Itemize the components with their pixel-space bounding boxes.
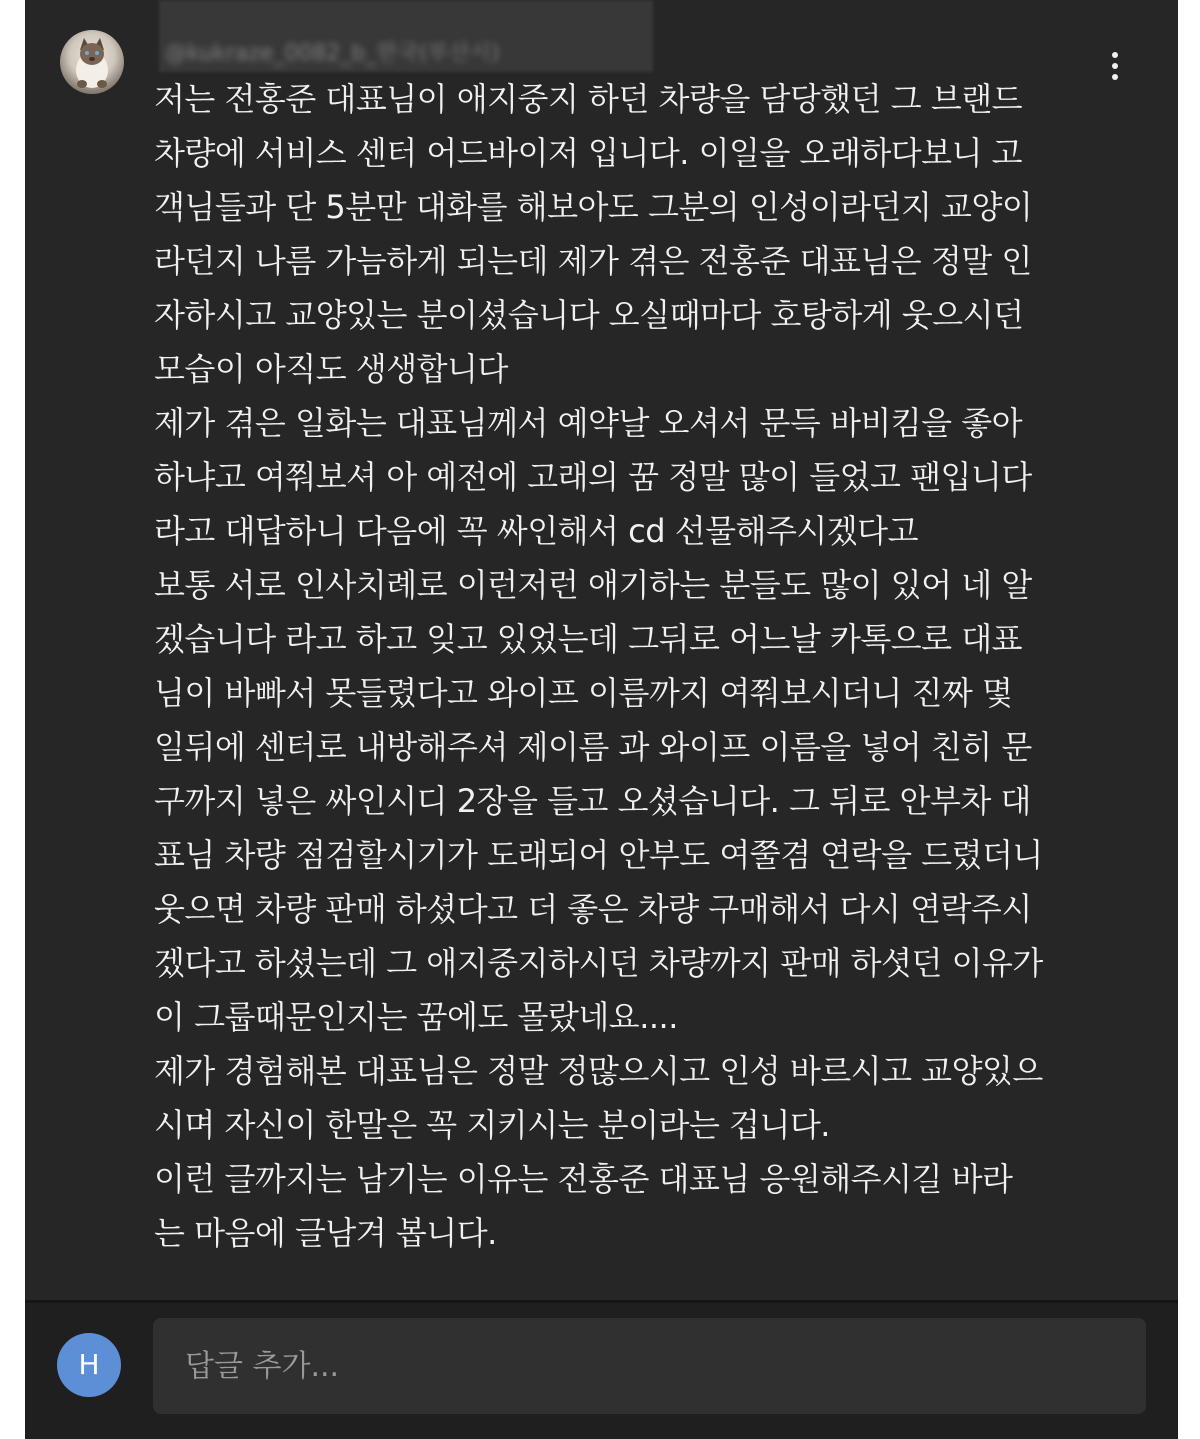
- user-avatar[interactable]: H: [57, 1333, 121, 1397]
- comment-line: 겠습니다 라고 하고 잊고 있었는데 그뒤로 어느날 카톡으로 대표: [154, 620, 1023, 658]
- more-vertical-icon: [1112, 63, 1118, 69]
- comment-line: 이런 글까지는 남기는 이유는 전홍준 대표님 응원해주시길 바라: [154, 1160, 1013, 1198]
- comment-line: 자하시고 교양있는 분이셨습니다 오실때마다 호탕하게 웃으시던: [154, 296, 1024, 334]
- cat-avatar-icon: [60, 30, 124, 94]
- comment-line: 표님 차량 점검할시기가 도래되어 안부도 여쭐겸 연락을 드렸더니: [154, 836, 1043, 874]
- comment-line: 시며 자신이 한말은 꼭 지키시는 분이라는 겁니다.: [154, 1106, 830, 1144]
- comment-body: [154, 72, 1154, 1260]
- comment-line: 이 그룹때문인지는 꿈에도 몰랐네요....: [154, 998, 678, 1036]
- comment-line: 라고 대답하니 다음에 꼭 싸인해서 cd 선물해주시겠다고: [154, 512, 919, 550]
- comment-line: 일뒤에 센터로 내방해주셔 제이름 과 와이프 이름을 넣어 친히 문: [154, 728, 1032, 766]
- comment-line: 하냐고 여쭤보셔 아 예전에 고래의 꿈 정말 많이 들었고 팬입니다: [154, 458, 1032, 496]
- comment-line: 저는 전홍준 대표님이 애지중지 하던 차량을 담당했던 그 브랜드: [154, 80, 1023, 118]
- comment-panel: [25, 0, 1178, 1439]
- author-handle-redacted: [159, 0, 653, 72]
- comment-line: 보통 서로 인사치례로 이런저런 애기하는 분들도 많이 있어 네 알: [154, 566, 1032, 604]
- commenter-avatar[interactable]: [60, 30, 124, 94]
- comment-item: [25, 0, 1178, 1300]
- comment-line: 제가 겪은 일화는 대표님께서 예약날 오셔서 문득 바비킴을 좋아: [154, 404, 1023, 442]
- comment-line: 겠다고 하셨는데 그 애지중지하시던 차량까지 판매 하셧던 이유가: [154, 944, 1043, 982]
- comment-line: 라던지 나름 가늠하게 되는데 제가 겪은 전홍준 대표님은 정말 인: [154, 242, 1032, 280]
- reply-area: [25, 1303, 1178, 1439]
- reply-input[interactable]: [153, 1318, 1146, 1414]
- comment-line: 객님들과 단 5분만 대화를 해보아도 그분의 인성이라던지 교양이: [154, 188, 1033, 226]
- comment-line: 모습이 아직도 생생합니다: [154, 350, 508, 388]
- comment-line: 님이 바빠서 못들렸다고 와이프 이름까지 여쭤보시더니 진짜 몇: [154, 674, 1013, 712]
- comment-line: 구까지 넣은 싸인시디 2장을 들고 오셨습니다. 그 뒤로 안부차 대: [154, 782, 1031, 820]
- more-vertical-icon: [1112, 52, 1118, 58]
- author-handle[interactable]: @kukraze_0082_b_한국(부산시): [165, 41, 500, 66]
- comment-line: 제가 경험해본 대표님은 정말 정많으시고 인성 바르시고 교양있으: [154, 1052, 1043, 1090]
- comment-line: 차량에 서비스 센터 어드바이저 입니다. 이일을 오래하다보니 고: [154, 134, 1023, 172]
- comment-line: 는 마음에 글남겨 봅니다.: [154, 1214, 497, 1252]
- comment-line: 웃으면 차량 판매 하셨다고 더 좋은 차량 구매해서 다시 연락주시: [154, 890, 1032, 928]
